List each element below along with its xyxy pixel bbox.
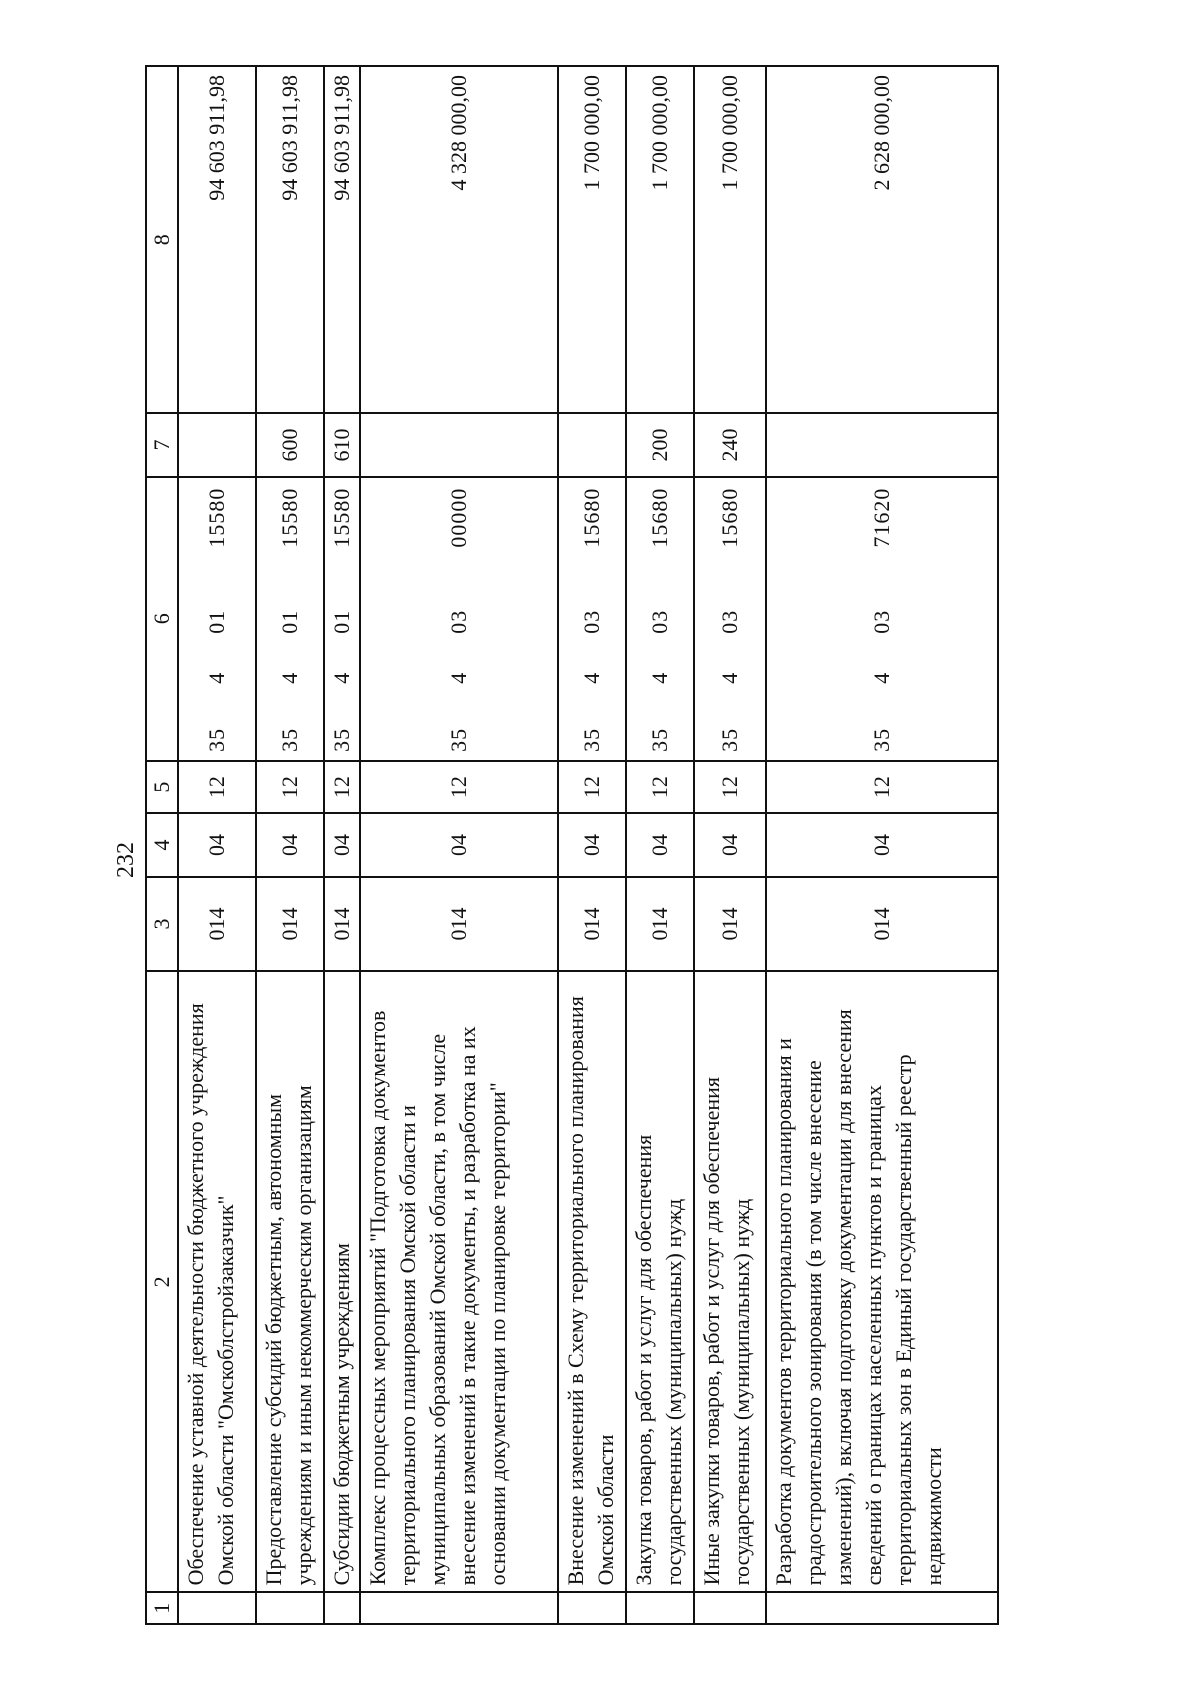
target-article-cell: [324, 477, 360, 761]
section-code-cell: 04: [256, 813, 324, 876]
target-article-cell: [766, 477, 998, 761]
target-article-direction: 15580: [277, 487, 302, 548]
row-number-cell: [558, 1592, 626, 1624]
target-article-direction: 15580: [329, 487, 354, 548]
subsection-code-cell: 12: [626, 761, 694, 814]
expense-type-cell: [178, 413, 256, 476]
target-article-program: 35: [204, 727, 229, 752]
target-article-type: 4: [647, 671, 672, 684]
subsection-code-cell: 12: [324, 761, 360, 814]
expense-name-cell: Обеспечение уставной деятельности бюджетного учреждения Омской области "Омскоблстройзаказчик": [178, 971, 256, 1592]
expense-type-cell: 200: [626, 413, 694, 476]
amount-cell: 1 700 000,00: [626, 66, 694, 413]
target-article-program: 35: [869, 727, 894, 752]
target-article-cell: [256, 477, 324, 761]
amount-cell: 1 700 000,00: [558, 66, 626, 413]
target-article-complex: 03: [579, 609, 604, 634]
target-article-program: 35: [446, 727, 471, 752]
subsection-code-cell: 12: [178, 761, 256, 814]
target-article-program: 35: [329, 727, 354, 752]
target-article-complex: 03: [869, 609, 894, 634]
budget-table: [145, 65, 999, 1625]
row-number-cell: [256, 1592, 324, 1624]
row-number-cell: [694, 1592, 766, 1624]
table-row: [766, 66, 998, 1624]
target-article-type: 4: [277, 671, 302, 684]
expense-name-cell: Разработка документов территориального планирования и градостроительного зонирования (в том числе внесение изменений), включая подготовку документации для внесения сведений о границах населенных пунктов и границах территориальных зон в Единый государственный реестр недвижимости: [766, 971, 998, 1592]
column-header-3: 3: [146, 877, 178, 972]
column-header-5: 5: [146, 761, 178, 814]
expense-name-cell: Закупка товаров, работ и услуг для обеспечения государственных (муниципальных) нужд: [626, 971, 694, 1592]
column-header-1: 1: [146, 1592, 178, 1624]
ministry-code-cell: 014: [178, 877, 256, 972]
target-article-direction: 15680: [579, 487, 604, 548]
target-article-direction: 15580: [204, 487, 229, 548]
target-article-complex: 01: [329, 609, 354, 634]
target-article-type: 4: [717, 671, 742, 684]
table-row: [626, 66, 694, 1624]
target-article-program: 35: [717, 727, 742, 752]
table-row: [360, 66, 558, 1624]
row-number-cell: [626, 1592, 694, 1624]
expense-name-cell: Иные закупки товаров, работ и услуг для обеспечения государственных (муниципальных) нужд: [694, 971, 766, 1592]
expense-type-cell: [558, 413, 626, 476]
target-article-complex: 03: [446, 609, 471, 634]
table-row: [558, 66, 626, 1624]
target-article-cell: [360, 477, 558, 761]
ministry-code-cell: 014: [256, 877, 324, 972]
subsection-code-cell: 12: [558, 761, 626, 814]
table-row: [324, 66, 360, 1624]
subsection-code-cell: 12: [360, 761, 558, 814]
ministry-code-cell: 014: [694, 877, 766, 972]
target-article-direction: 15680: [717, 487, 742, 548]
section-code-cell: 04: [324, 813, 360, 876]
expense-name-cell: Субсидии бюджетным учреждениям: [324, 971, 360, 1592]
column-header-8: 8: [146, 66, 178, 413]
ministry-code-cell: 014: [558, 877, 626, 972]
section-code-cell: 04: [178, 813, 256, 876]
expense-type-cell: [360, 413, 558, 476]
amount-cell: 94 603 911,98: [256, 66, 324, 413]
expense-name-cell: Внесение изменений в Схему территориального планирования Омской области: [558, 971, 626, 1592]
target-article-program: 35: [579, 727, 604, 752]
target-article-program: 35: [647, 727, 672, 752]
target-article-direction: 15680: [647, 487, 672, 548]
target-article-complex: 01: [277, 609, 302, 634]
page-number: 232: [113, 842, 139, 878]
ministry-code-cell: 014: [324, 877, 360, 972]
target-article-type: 4: [446, 671, 471, 684]
amount-cell: 94 603 911,98: [324, 66, 360, 413]
target-article-type: 4: [579, 671, 604, 684]
target-article-complex: 03: [647, 609, 672, 634]
section-code-cell: 04: [766, 813, 998, 876]
row-number-cell: [178, 1592, 256, 1624]
expense-type-cell: 610: [324, 413, 360, 476]
column-header-7: 7: [146, 413, 178, 476]
expense-type-cell: [766, 413, 998, 476]
row-number-cell: [324, 1592, 360, 1624]
table-row: [694, 66, 766, 1624]
amount-cell: 2 628 000,00: [766, 66, 998, 413]
expense-name-cell: Предоставление субсидий бюджетным, автономным учреждениям и иным некоммерческим организациям: [256, 971, 324, 1592]
target-article-cell: [558, 477, 626, 761]
expense-name-cell: Комплекс процессных мероприятий "Подготовка документов территориального планирования Омской области и муниципальных образований Омской области, в том числе внесение изменений в такие документы, и разработка на их основании документации по планировке территории": [360, 971, 558, 1592]
rotated-table-container: [145, 65, 1105, 1625]
target-article-cell: [694, 477, 766, 761]
target-article-cell: [178, 477, 256, 761]
target-article-type: 4: [204, 671, 229, 684]
column-header-4: 4: [146, 813, 178, 876]
row-number-cell: [766, 1592, 998, 1624]
target-article-type: 4: [869, 671, 894, 684]
ministry-code-cell: 014: [766, 877, 998, 972]
target-article-complex: 03: [717, 609, 742, 634]
section-code-cell: 04: [360, 813, 558, 876]
amount-cell: 1 700 000,00: [694, 66, 766, 413]
subsection-code-cell: 12: [256, 761, 324, 814]
ministry-code-cell: 014: [626, 877, 694, 972]
expense-type-cell: 240: [694, 413, 766, 476]
target-article-direction: 00000: [446, 487, 471, 548]
section-code-cell: 04: [626, 813, 694, 876]
target-article-program: 35: [277, 727, 302, 752]
target-article-direction: 71620: [869, 487, 894, 548]
target-article-complex: 01: [204, 609, 229, 634]
row-number-cell: [360, 1592, 558, 1624]
target-article-cell: [626, 477, 694, 761]
subsection-code-cell: 12: [694, 761, 766, 814]
target-article-type: 4: [329, 671, 354, 684]
amount-cell: 94 603 911,98: [178, 66, 256, 413]
table-row: [256, 66, 324, 1624]
table-header-row: [146, 66, 178, 1624]
section-code-cell: 04: [558, 813, 626, 876]
amount-cell: 4 328 000,00: [360, 66, 558, 413]
ministry-code-cell: 014: [360, 877, 558, 972]
section-code-cell: 04: [694, 813, 766, 876]
column-header-2: 2: [146, 971, 178, 1592]
expense-type-cell: 600: [256, 413, 324, 476]
table-row: [178, 66, 256, 1624]
column-header-6: 6: [146, 477, 178, 761]
subsection-code-cell: 12: [766, 761, 998, 814]
